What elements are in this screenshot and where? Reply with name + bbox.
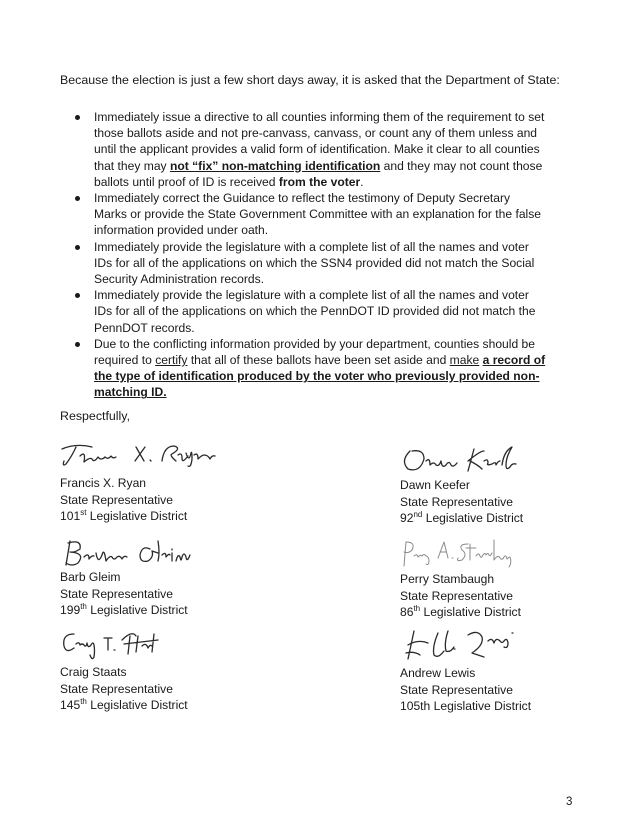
signer-keefer [400, 477, 523, 527]
signature-staats [58, 626, 178, 662]
page-number: 3 [566, 796, 573, 808]
request-item-certify: Due to the conflicting information provided by your department, counties should be required to certify that all of these ballots have been set aside and make a record of the type of identification produced by the voter who previously provided non-matching ID. [94, 336, 546, 400]
signature-stambaugh [398, 534, 538, 570]
signer-title: State Representative [60, 681, 173, 696]
signer-title: State Representative [60, 492, 173, 507]
signature-gleim [58, 535, 218, 571]
signer-title: State Representative [400, 494, 513, 509]
signer-district: 199th Legislative District [60, 602, 188, 618]
closing-salutation: Respectfully, [60, 409, 131, 423]
signer-ryan [60, 475, 187, 525]
emphasis-record-type: a record of the type of identification produced by the voter who previously provided non-matching ID. [94, 353, 546, 400]
signer-district: 101st Legislative District [60, 508, 188, 524]
signer-staats [60, 664, 188, 714]
signer-title: State Representative [400, 682, 513, 697]
signer-district: 145th Legislative District [60, 697, 188, 713]
signer-name: Craig Staats [60, 665, 127, 679]
signer-gleim [60, 569, 188, 619]
signer-lewis [400, 665, 531, 715]
signer-name: Perry Stambaugh [400, 572, 495, 586]
signer-name: Barb Gleim [60, 570, 121, 584]
emphasis-not-fix: not “fix” non-matching identification [169, 158, 381, 173]
signer-name: Andrew Lewis [400, 666, 476, 680]
signer-district: 92nd Legislative District [400, 510, 524, 526]
signer-name: Dawn Keefer [400, 478, 470, 492]
emphasis-from-voter: from the voter [278, 174, 361, 189]
request-list [94, 109, 546, 401]
emphasis-certify: certify [155, 353, 188, 368]
signer-title: State Representative [400, 588, 513, 603]
intro-paragraph: Because the election is just a few short days away, it is asked that the Department of State: [60, 73, 560, 87]
signer-district: 86th Legislative District [400, 604, 521, 620]
request-item-directive: Immediately issue a directive to all counties informing them of the requirement to set those ballots aside and not pre-canvass, canvass, or count any of them unless and until the applicant provides a valid form of identification. Make it clear to all counties that they may not “fix” non-matching identification and they may not count those ballots until proof of ID is received from the voter. [94, 110, 545, 189]
request-item-penndot-list: Immediately provide the legislature with a complete list of all the names and voter IDs for all of the applications on which the PennDOT ID provided did not match the PennDOT records. [94, 287, 546, 336]
signer-title: State Representative [60, 586, 173, 601]
signer-stambaugh [400, 571, 521, 621]
signature-lewis [398, 625, 528, 665]
signature-keefer [398, 443, 548, 477]
signature-ryan [58, 440, 228, 470]
request-item-ssn4-list: Immediately provide the legislature with a complete list of all the names and voter IDs for all of the applications on which the SSN4 provided did not match the Social Security Administration records. [94, 239, 546, 288]
signer-district: 105th Legislative District [400, 699, 532, 714]
emphasis-make: make [449, 353, 480, 368]
request-item-guidance: Immediately correct the Guidance to reflect the testimony of Deputy Secretary Marks or provide the State Government Committee with an explanation for the false information provided under oath. [94, 190, 546, 239]
signer-name: Francis X. Ryan [60, 476, 147, 490]
